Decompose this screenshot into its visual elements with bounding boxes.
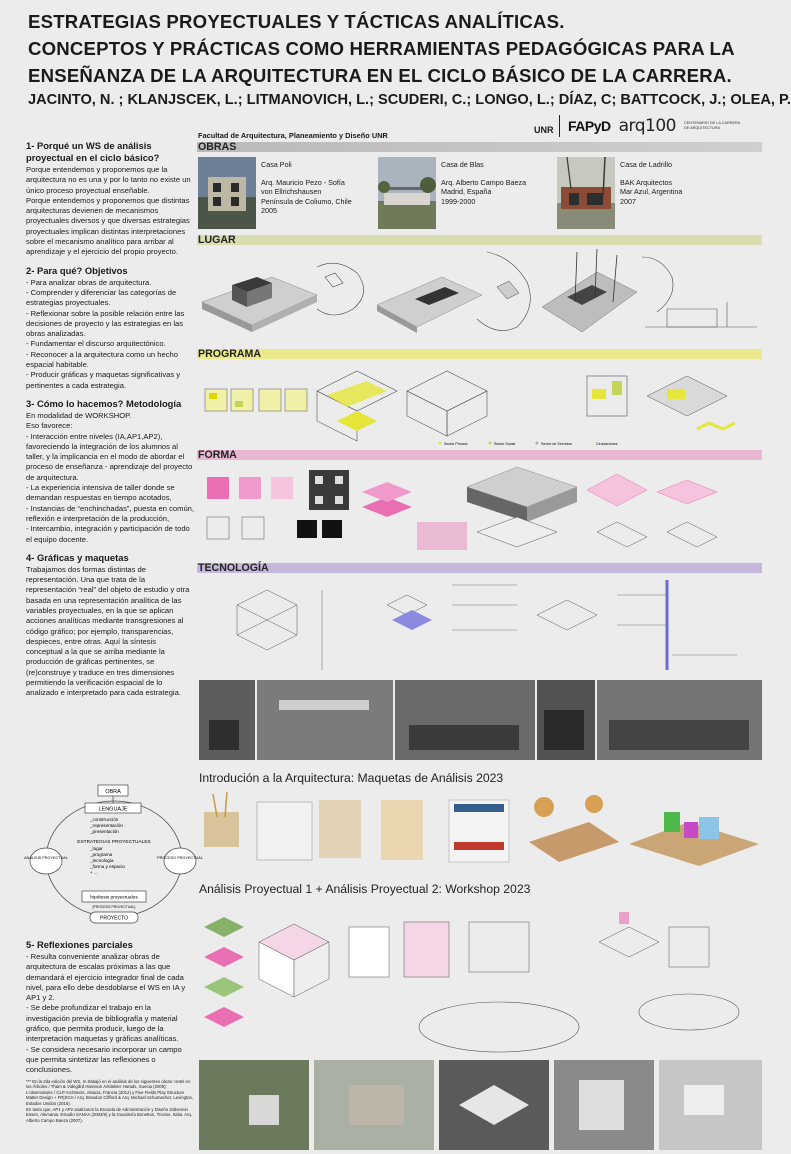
obra-line: Mar Azul, Argentina: [620, 187, 683, 197]
casa-poli-photo: [198, 157, 256, 229]
diagram-mas: + ...: [90, 870, 98, 875]
list-item: - Producir gráficas y maquetas significativas y pertinentes a cada estrategia.: [26, 370, 181, 390]
title-line-1: ESTRATEGIAS PROYECTUALES Y TÁCTICAS ANALÍTICAS.: [28, 11, 565, 32]
poster-header: [28, 8, 791, 108]
logos: [534, 115, 744, 137]
obra-line: 1999-2000: [441, 196, 476, 206]
diagram-construccion: _construcción: [90, 817, 119, 822]
diagram-hipotesis: hipótesis proyectuales: [90, 895, 138, 901]
programa-drawings: [197, 361, 762, 449]
title-line-3: ENSEÑANZA DE LA ARQUITECTURA EN EL CICLO BÁSICO DE LA CARRERA.: [28, 65, 732, 86]
section-4-title: 4- Gráficas y maquetas: [26, 551, 129, 563]
section-5-title: 5- Reflexiones parciales: [26, 939, 133, 950]
workshop-title: Análisis Proyectual 1 + Análisis Proyectual 2: Workshop 2023: [199, 882, 531, 896]
obra-line: von Ellrichshausen: [261, 187, 322, 197]
list-item: - Fundamentar el discurso arquitectónico.: [26, 339, 166, 349]
obras-header: OBRAS: [197, 142, 762, 152]
section-3-intro: En modalidad de WORKSHOP.: [26, 410, 132, 420]
list-item: - Se considera necesario incorporar un campo que permita sintetizar las reflexiones o conclusiones.: [26, 1044, 182, 1075]
list-item: - Instancias de “enchinchadas”, puesta en común, reflexión e interpretación de la producción,: [26, 503, 195, 523]
diagram-tecnologia: _tecnologia: [90, 858, 114, 863]
lugar-header: LUGAR: [197, 235, 762, 245]
tecnologia-drawings: [197, 575, 762, 675]
list-item: - Reconocer a la arquitectura como un hecho espacial habitable.: [26, 349, 178, 370]
casa-poli-info: [261, 160, 379, 215]
footnote-2: En tanto que, AP1 y AP2 analizaron la Escuela de Administración y Diseño Zollverein Essen, Alemania. Estudio SANAA (2003/6) y la Guardería Bonetton, Trevise, Italia. Arq. Alberto Campo Baeza (2007).: [26, 1106, 192, 1123]
obra-line: Península de Coliumo, Chile: [261, 196, 352, 206]
centenario-label: CENTENARIO DE LA CARRERA DE ARQUITECTURA: [683, 121, 741, 130]
concept-diagram: [24, 783, 203, 933]
arq100-logo: arq100: [618, 116, 676, 136]
fapyd-logo: FAPyD: [568, 118, 611, 134]
diagram-representacion: _representación: [90, 823, 123, 828]
workshop-photos: [199, 680, 762, 760]
authors: JACINTO, N. ; KLANJSCEK, L.; LITMANOVICH, L.; SCUDERI, C.; LONGO, L.; DÍAZ, C; BATTCOCK, J.; OLEA, P.: [28, 92, 791, 108]
list-item: - La experiencia intensiva de taller donde se demandan respuestas en tiempo acotados,: [26, 483, 175, 503]
diagram-presentacion: _presentación: [90, 829, 119, 834]
section-3-title: 3- Cómo lo hacemos? Metodología: [26, 397, 182, 409]
diagram-obra: OBRA: [105, 789, 121, 795]
casa-de-ladrillo-info: [620, 160, 738, 206]
obra-line: Arq. Alberto Campo Baeza: [441, 178, 527, 188]
diagram-lenguaje: LENGUAJE: [98, 806, 128, 813]
casa-de-blas-photo: [378, 157, 436, 229]
lugar-drawings: [197, 247, 762, 347]
maquetas-photos: [199, 792, 762, 872]
section-1-title: 1- Porqué un WS de análisis proyectual en el ciclo básico?: [26, 140, 160, 163]
list-item: - Para analizar obras de arquitectura.: [26, 277, 152, 287]
programa-header: PROGRAMA: [197, 349, 762, 359]
obra-casa-poli: [198, 157, 378, 232]
legend-label: Circulaciones: [596, 442, 618, 446]
obra-line: Arq. Mauricio Pezo - Sofía: [261, 178, 345, 188]
maquetas-title: Introdución a la Arquitectura: Maquetas de Análisis 2023: [199, 771, 504, 785]
list-item: - Se debe profundizar el trabajo en la investigación previa de bibliografía y material gráfico, que permita producir, luego de la interpretación maquetas y gráficas analíticas.: [26, 1003, 179, 1044]
list-item: - Intercambio, integración y participación de todo el equipo docente.: [26, 524, 190, 544]
title-line-2: CONCEPTOS Y PRÁCTICAS COMO HERRAMIENTAS PEDAGÓGICAS PARA LA: [28, 38, 735, 59]
diagram-programa: _programa: [90, 852, 113, 857]
faculty-name: Facultad de Arquitectura, Planeamiento y Diseño UNR: [198, 131, 388, 140]
obra-name: Casa de Ladrillo: [620, 160, 672, 169]
diagram-analisis: ANÁLISIS PROYECTUAL: [24, 856, 68, 860]
list-item: - Comprender y diferenciar las categorías de estrategias proyectuales.: [26, 287, 177, 308]
diagram-proceso: PROCESO PROYECTUAL: [157, 856, 203, 860]
legend-label: Sector de Servicios: [541, 442, 572, 446]
unr-logo: UNR: [534, 115, 560, 137]
obra-casa-de-blas: [378, 157, 558, 232]
workshop-drawings: [199, 902, 762, 1052]
section-2-title: 2- Para qué? Objetivos: [26, 264, 128, 276]
diagram-proyecto: PROYECTO: [100, 915, 128, 922]
section-3-intro2: Eso favorece:: [26, 421, 73, 431]
diagram-forma: _forma y espacio: [90, 864, 125, 869]
diagram-estrategias: ESTRATEGIAS PROYECTUALES: [77, 840, 151, 845]
list-item: - Reflexionar sobre la posible relación entre las decisiones de proyecto y las estrategias en las obras analizadas.: [26, 308, 185, 339]
obra-name: Casa de Blas: [441, 160, 484, 169]
section-1-p2: Porque entendemos y proponemos que distintas arquitecturas devienen de mecanismos proyectuales diversos y que diversas estrategias proyectuales implican distintas interpretaciones sobre el mecanismo analítico para arribar al aprendizaje y el ejercicio del propio proyecto.: [26, 195, 190, 257]
obra-name: Casa Poli: [261, 160, 292, 169]
legend-label: Sector Social: [494, 442, 516, 446]
section-5: [26, 939, 194, 1123]
obra-casa-de-ladrillo: [557, 157, 737, 232]
casa-de-blas-info: [441, 160, 559, 206]
list-item: - Resulta conveniente analizar obras de arquitectura de escalas próximas a las que demandará el ejercicio integrador final de cada nivel, para ello debe desdoblarse el WS en IA y AP1 y 2.: [26, 952, 186, 1003]
section-1-p1: Porque entendemos y proponemos que la arquitectura no es una y por lo tanto no existe un único proceso proyectual enseñable.: [26, 165, 191, 195]
forma-drawings: [197, 462, 762, 562]
diagram-proceso-label: [PROCESO PROYECTUAL]: [92, 905, 136, 909]
legend-label: Sector Privado: [444, 442, 468, 446]
forma-header: FORMA: [197, 450, 762, 460]
obra-line: BAK Arquitectos: [620, 178, 672, 188]
casa-de-ladrillo-photo: [557, 157, 615, 229]
left-column: [26, 140, 194, 699]
diagram-lugar: _lugar: [90, 846, 103, 851]
list-item: - Interacción entre niveles (IA,AP1,AP2), favoreciendo la integración de los alumnos al taller, y la implicancia en el modo de abordar el proceso de enseñanza - aprendizaje del proyecto de arquitectura.: [26, 431, 193, 482]
obra-line: 2007: [620, 196, 636, 206]
tecnologia-header: TECNOLOGÍA: [197, 563, 762, 573]
section-4-p: Trabajamos dos formas distintas de representación. Una que trata de la representación “real” del objeto de estudio y otra basada en una representación analítica de las variables proyectuales, en la que se aplican acciones analíticas mediante transgresiones al código gráfico; por ejemplo, transparencias, despieces, entre otras. Aquí la síntesis conceptual a la que se arriba mediante la producción de gráficas pertinentes, se (re)construye y traduce en tres dimensiones permitiendo la verificación espacial de lo analizado e interpretado para cada estrategia.: [26, 564, 190, 698]
render-images: [199, 1060, 762, 1150]
obra-line: 2005: [261, 205, 277, 215]
footnote-1: *** En la 2da edición del WS, IA trabajó en el análisis de los siguientes obras: Hotel en los Árboles / Tham & Videgård Hansson Arkitekter Harads, Suecia (2009); L'observatoire / CLP Architects, Alsacia, Francia (2012) y Five Fields Play Structure Matter Design + FR|SCH / Arq. Brandon Clifford & Arq. Michael Schumacher, Lexington, Estados Unidos (2016).: [26, 1078, 194, 1106]
obra-line: Madrid, España: [441, 187, 492, 197]
